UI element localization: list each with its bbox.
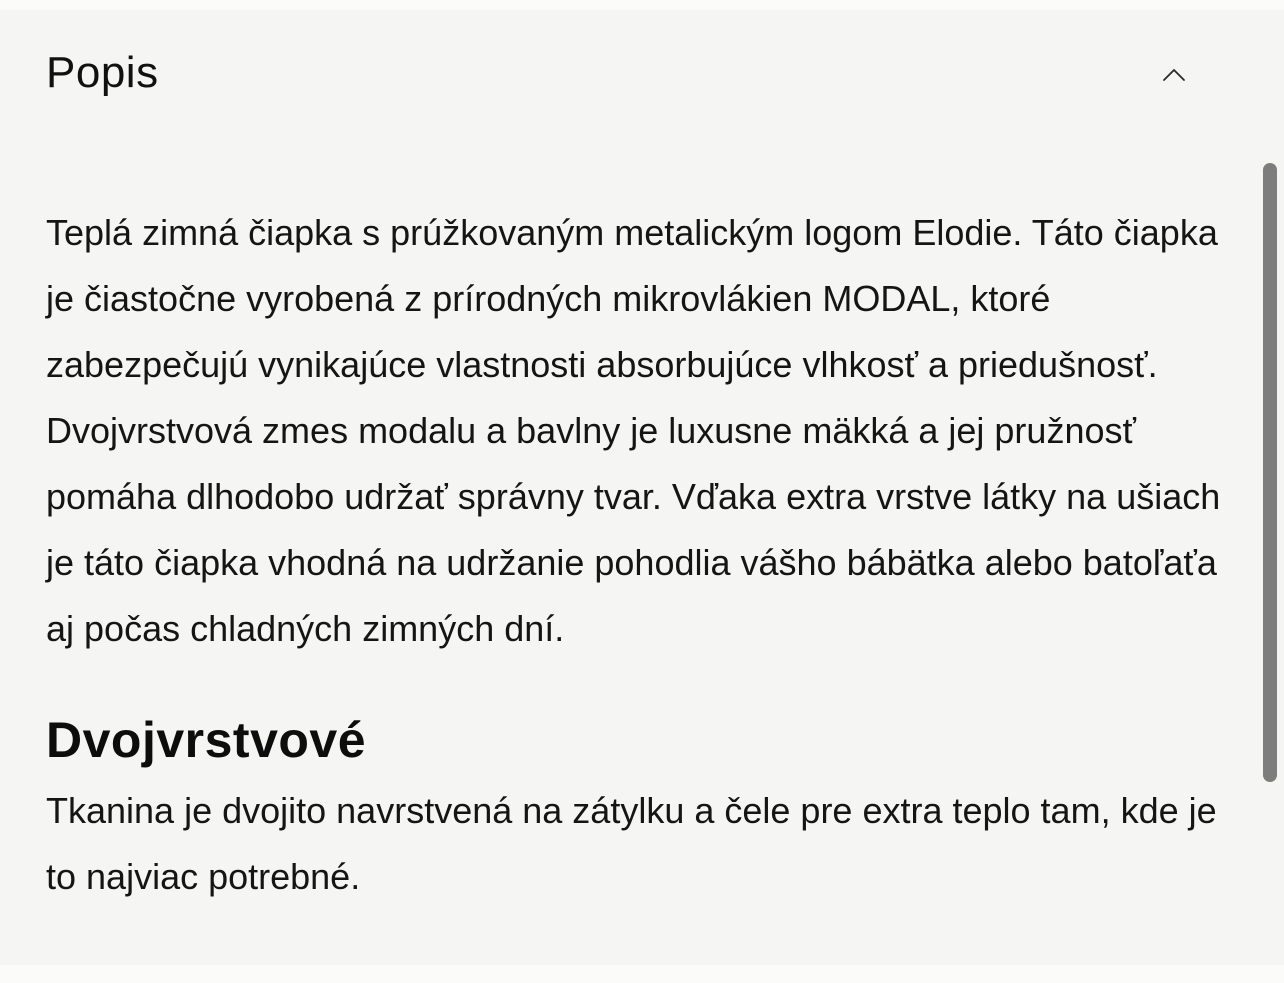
collapse-section-button[interactable] (1156, 60, 1192, 90)
chevron-up-icon (1161, 67, 1187, 83)
double-layer-subheading: Dvojvrstvové (46, 712, 367, 768)
section-title: Popis (46, 48, 159, 97)
scrollbar-thumb[interactable] (1263, 163, 1277, 782)
bottom-edge-strip (0, 965, 1284, 983)
scrollbar[interactable] (1262, 0, 1284, 983)
description-paragraph-2: Tkanina je dvojito navrstvená na zátylku a čele pre extra teplo tam, kde je to najviac potrebné. (46, 790, 1217, 897)
accordion-content (46, 200, 1238, 910)
accordion-header[interactable] (46, 42, 1238, 104)
description-paragraph-1: Teplá zimná čiapka s prúžkovaným metalickým logom Elodie. Táto čiapka je čiastočne vyrobená z prírodných mikrovlákien MODAL, ktoré zabezpečujú vynikajúce vlastnosti absorbujúce vlhkosť a priedušnosť. Dvojvrstvová zmes modalu a bavlny je luxusne mäkká a jej pružnosť pomáha dlhodobo udržať správny tvar. Vďaka extra vrstve látky na ušiach je táto čiapka vhodná na udržanie pohodlia vášho bábätka alebo batoľaťa aj počas chladných zimných dní. (46, 212, 1221, 649)
